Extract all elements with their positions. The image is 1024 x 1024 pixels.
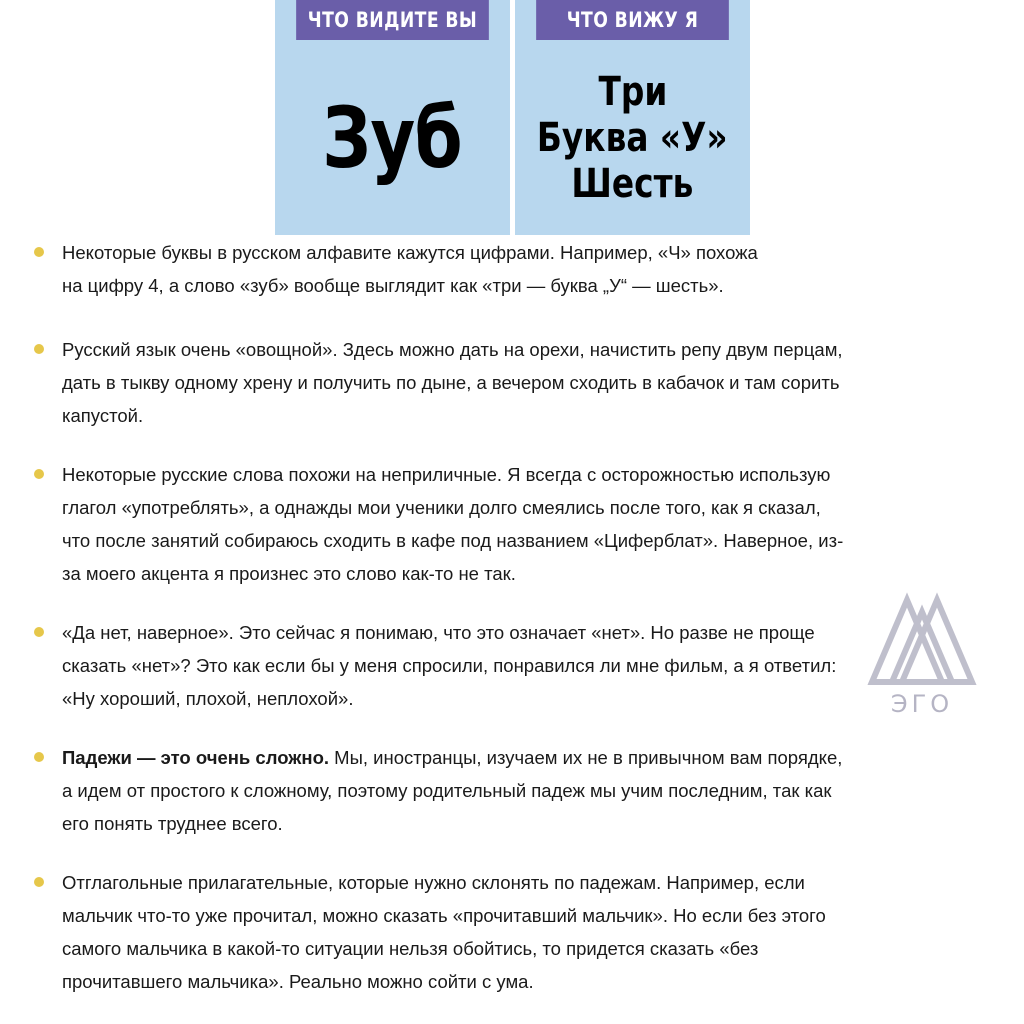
list-item bbox=[28, 333, 998, 432]
bullet-dot-icon bbox=[34, 877, 44, 887]
text-line: что после занятий собираюсь сходить в кафе под названием «Циферблат». Наверное, из- bbox=[62, 530, 844, 551]
text-run: Мы, иностранцы, изучаем их не в привычном вам порядке, bbox=[329, 747, 843, 768]
text-line: за моего акцента я произнес это слово как-то не так. bbox=[62, 563, 516, 584]
bullet-dot-icon bbox=[34, 469, 44, 479]
text-line: прочитавшего мальчика». Реально можно сойти с ума. bbox=[62, 971, 534, 992]
panel-line: Три bbox=[598, 68, 667, 115]
what-i-see-panel bbox=[515, 0, 750, 235]
text-line bbox=[62, 741, 998, 774]
watermark bbox=[862, 590, 982, 730]
list-item bbox=[28, 866, 998, 998]
bullet-dot-icon bbox=[34, 627, 44, 637]
panel-line: Шесть bbox=[571, 160, 694, 207]
bullet-dot-icon bbox=[34, 344, 44, 354]
panel-heading: ЧТО ВИЖУ Я bbox=[536, 0, 729, 40]
comparison-panels bbox=[275, 0, 749, 235]
panel-heading: ЧТО ВИДИТЕ ВЫ bbox=[296, 0, 489, 40]
text-line: Некоторые буквы в русском алфавите кажутся цифрами. Например, «Ч» похожа bbox=[62, 242, 758, 263]
text-line: капустой. bbox=[62, 405, 144, 426]
text-line: дать в тыкву одному хрену и получить по дыне, а вечером сходить в кабачок и там сорить bbox=[62, 372, 840, 393]
text-line: Некоторые русские слова похожи на неприличные. Я всегда с осторожностью использую bbox=[62, 464, 831, 485]
text-line: Отглагольные прилагательные, которые нужно склонять по падежам. Например, если bbox=[62, 872, 805, 893]
list-item bbox=[28, 236, 998, 302]
bullet-dot-icon bbox=[34, 247, 44, 257]
text-line: «Ну хороший, плохой, неплохой». bbox=[62, 688, 354, 709]
text-line: самого мальчика в какой-то ситуации нельзя обойтись, то придется сказать «без bbox=[62, 938, 759, 959]
text-line: глагол «употреблять», а однажды мои ученики долго смеялись после того, как я сказал, bbox=[62, 497, 821, 518]
panel-line: Буква «У» bbox=[537, 114, 728, 161]
bullet-list bbox=[28, 236, 998, 998]
list-item bbox=[28, 458, 998, 590]
panel-word: Зуб bbox=[322, 88, 463, 187]
text-line: «Да нет, наверное». Это сейчас я понимаю, что это означает «нет». Но разве не проще bbox=[62, 622, 815, 643]
triangle-logo-icon bbox=[862, 590, 982, 690]
text-line: на цифру 4, а слово «зуб» вообще выглядит как «три — буква „У“ — шесть». bbox=[62, 275, 724, 296]
text-line: мальчик что-то уже прочитал, можно сказать «прочитавший мальчик». Но если без этого bbox=[62, 905, 826, 926]
list-item bbox=[28, 741, 998, 840]
list-item bbox=[28, 616, 998, 715]
text-line: сказать «нет»? Это как если бы у меня спросили, понравился ли мне фильм, а я ответил: bbox=[62, 655, 837, 676]
bold-heading: Падежи — это очень сложно. bbox=[62, 747, 330, 768]
what-you-see-panel bbox=[275, 0, 510, 235]
watermark-text: ЭГО bbox=[890, 690, 954, 718]
text-line: Русский язык очень «овощной». Здесь можно дать на орехи, начистить репу двум перцам, bbox=[62, 339, 843, 360]
text-line: его понять труднее всего. bbox=[62, 813, 283, 834]
text-line: а идем от простого к сложному, поэтому родительный падеж мы учим последним, так как bbox=[62, 780, 832, 801]
bullet-dot-icon bbox=[34, 752, 44, 762]
